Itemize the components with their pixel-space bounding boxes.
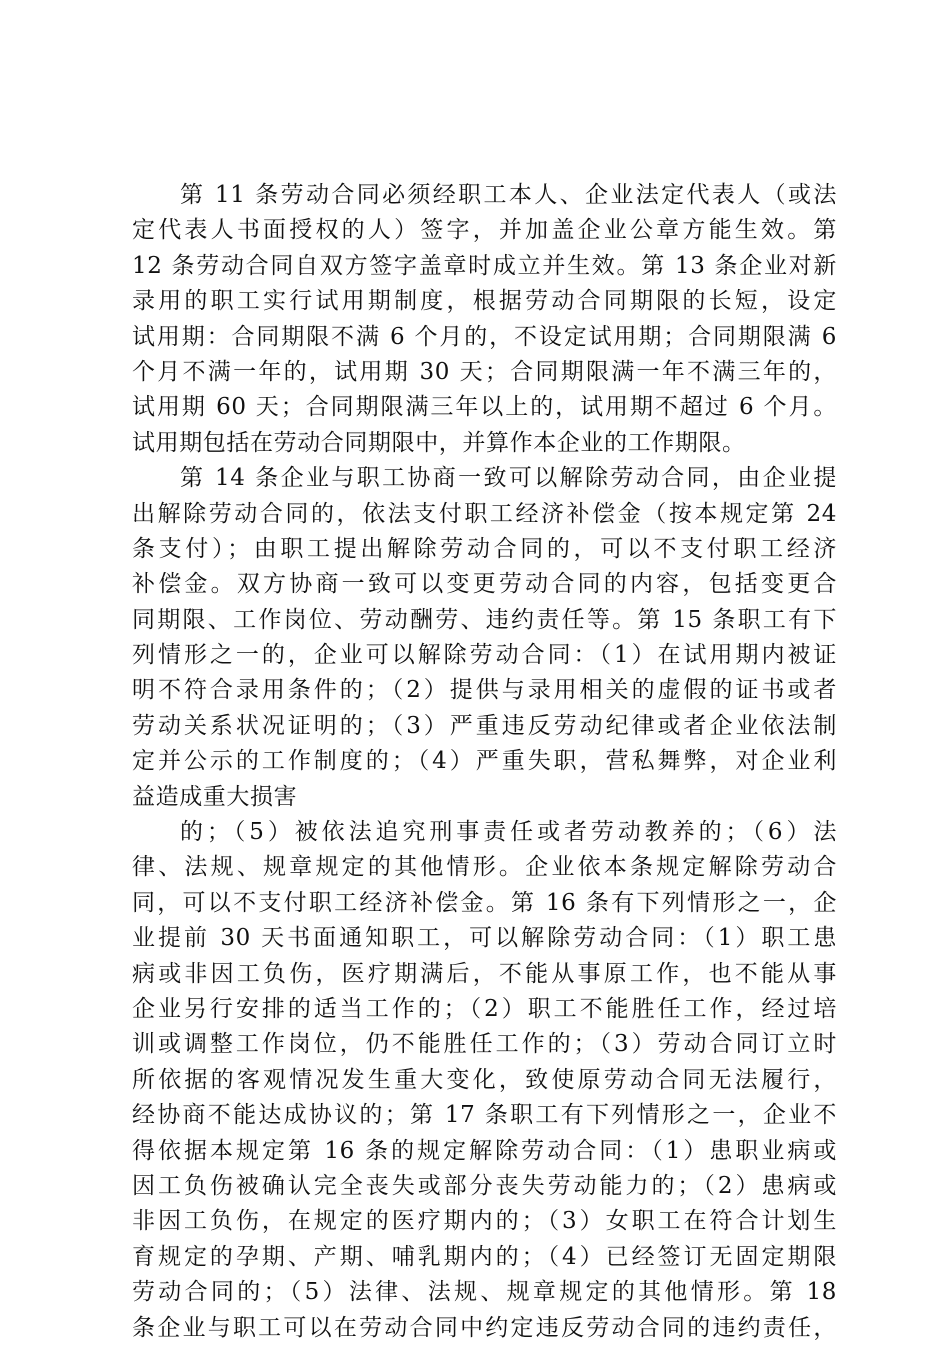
paragraph-line: 第 11 条劳动合同必须经职工本人、企业法定代表人（或法 [180,182,837,208]
paragraph-line: 的；（5）被依法追究刑事责任或者劳动教养的；（6）法 [180,819,837,846]
paragraph-line: 条企业与职工可以在劳动合同中约定违反劳动合同的违约责任， [132,1314,837,1341]
paragraph-line: 录用的职工实行试用期制度，根据劳动合同期限的长短，设定 [132,288,837,315]
paragraph-line: 益造成重大损害 [132,783,298,810]
paragraph-line: 试用期包括在劳动合同期限中，并算作本企业的工作期限。 [132,429,746,456]
body-text [132,178,837,1346]
paragraph-line: 同期限、工作岗位、劳动酬劳、违约责任等。第 15 条职工有下 [132,606,837,633]
paragraph-line: 定代表人书面授权的人）签字，并加盖企业公章方能生效。第 [132,217,837,244]
paragraph-line: 律、法规、规章规定的其他情形。企业依本条规定解除劳动合 [132,854,837,881]
paragraph-line: 同，可以不支付职工经济补偿金。第 16 条有下列情形之一，企 [132,889,837,916]
paragraph-line: 所依据的客观情况发生重大变化，致使原劳动合同无法履行， [132,1066,837,1093]
paragraph-line: 定并公示的工作制度的；（4）严重失职，营私舞弊，对企业利 [132,748,837,775]
paragraph-line: 个月不满一年的，试用期 30 天；合同期限满一年不满三年的， [132,358,837,385]
paragraph-line: 训或调整工作岗位，仍不能胜任工作的；（3）劳动合同订立时 [132,1031,837,1058]
paragraph-line: 因工负伤被确认完全丧失或部分丧失劳动能力的；（2）患病或 [132,1172,837,1199]
paragraph-line: 试用期：合同期限不满 6 个月的，不设定试用期；合同期限满 6 [132,323,837,350]
paragraph-line: 劳动合同的；（5）法律、法规、规章规定的其他情形。第 18 [132,1279,837,1306]
paragraph-line: 得依据本规定第 16 条的规定解除劳动合同：（1）患职业病或 [132,1137,837,1164]
paragraph-line: 列情形之一的，企业可以解除劳动合同：（1）在试用期内被证 [132,642,837,669]
paragraph-line: 12 条劳动合同自双方签字盖章时成立并生效。第 13 条企业对新 [132,252,837,279]
paragraph-line: 病或非因工负伤，医疗期满后，不能从事原工作，也不能从事 [132,960,837,987]
paragraph-line: 补偿金。双方协商一致可以变更劳动合同的内容，包括变更合 [132,571,837,598]
paragraph-line: 条支付）；由职工提出解除劳动合同的，可以不支付职工经济 [132,535,837,562]
paragraph-line: 经协商不能达成协议的；第 17 条职工有下列情形之一，企业不 [132,1102,837,1129]
paragraph-line: 非因工负伤，在规定的医疗期内的；（3）女职工在符合计划生 [132,1208,837,1235]
paragraph-line: 出解除劳动合同的，依法支付职工经济补偿金（按本规定第 24 [132,500,837,527]
paragraph-line: 试用期 60 天；合同期限满三年以上的，试用期不超过 6 个月。 [132,394,837,421]
paragraph-line: 第 14 条企业与职工协商一致可以解除劳动合同，由企业提 [180,465,837,492]
paragraph-line: 劳动关系状况证明的；（3）严重违反劳动纪律或者企业依法制 [132,712,837,739]
paragraph-line: 业提前 30 天书面通知职工，可以解除劳动合同：（1）职工患 [132,925,837,952]
paragraph-line: 企业另行安排的适当工作的；（2）职工不能胜任工作，经过培 [132,995,837,1022]
paragraph-line: 育规定的孕期、产期、哺乳期内的；（4）已经签订无固定期限 [132,1243,837,1270]
paragraph-line: 明不符合录用条件的；（2）提供与录用相关的虚假的证书或者 [132,677,837,704]
